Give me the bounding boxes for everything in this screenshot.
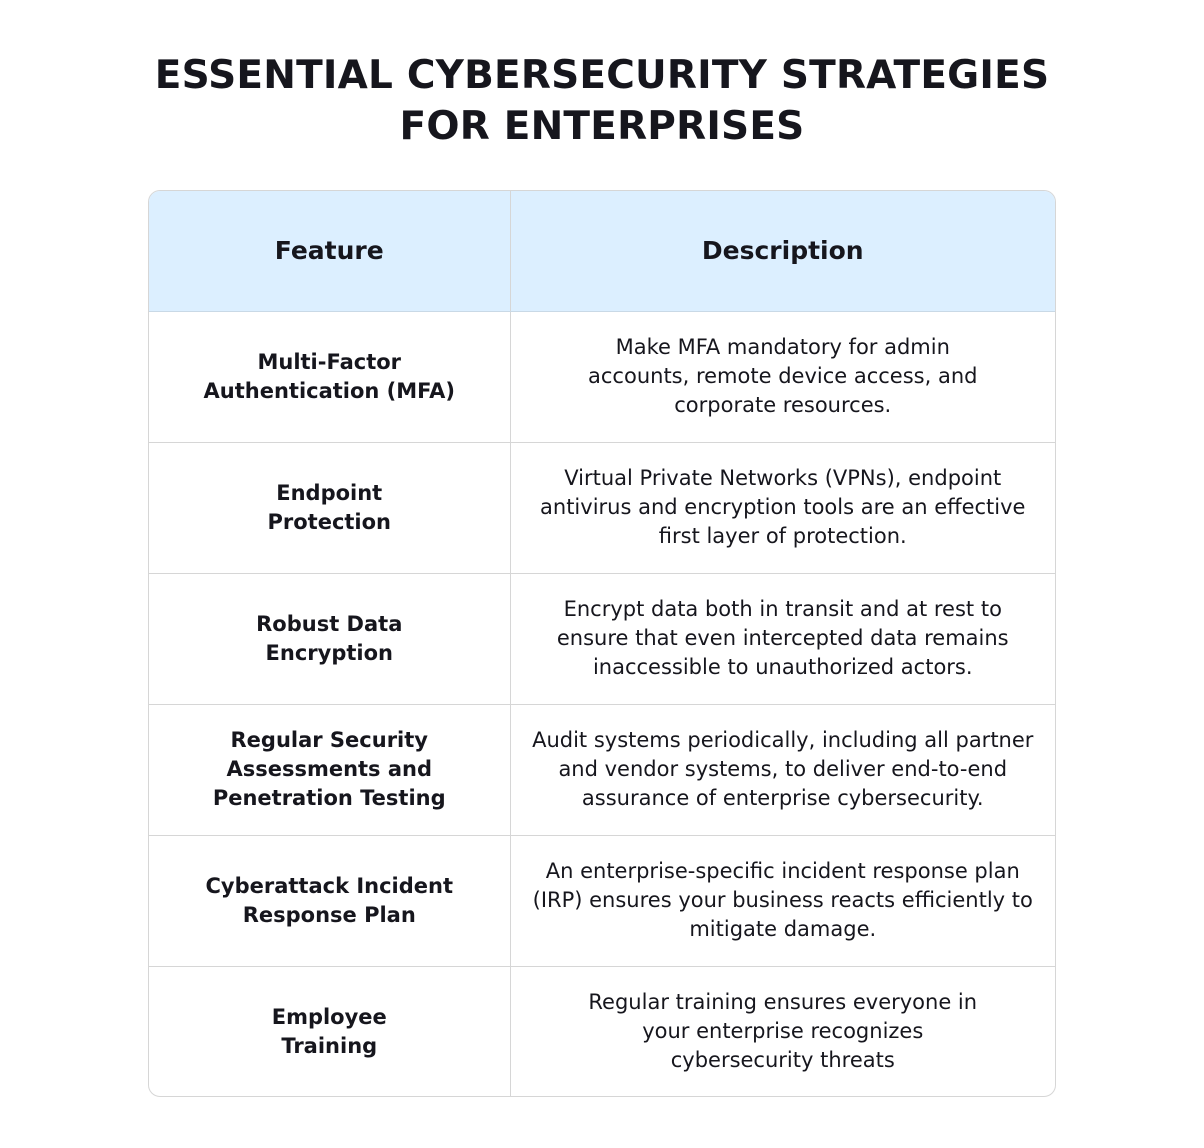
feature-label: Robust Data Encryption [256, 611, 403, 665]
description-cell [510, 835, 1055, 966]
feature-label: Regular Security Assessments and Penetration Testing [212, 728, 446, 810]
table-row [149, 442, 1055, 573]
description-cell [510, 442, 1055, 573]
description-cell [510, 311, 1055, 442]
feature-cell [149, 311, 510, 442]
table-header-row [149, 191, 1055, 311]
feature-label: Endpoint Protection [267, 480, 392, 534]
description-cell [510, 966, 1055, 1097]
description-text: Audit systems periodically, including all partner and vendor systems, to deliver end-to-end assurance of enterprise cybersecurity. [532, 728, 1034, 810]
strategies-table [148, 190, 1056, 1097]
table-row [149, 704, 1055, 835]
table-row [149, 573, 1055, 704]
page-title [0, 50, 1204, 152]
description-text: Regular training ensures everyone in your enterprise recognizes cybersecurity threats [588, 990, 978, 1073]
header-description: Description [510, 191, 1055, 311]
feature-cell [149, 704, 510, 835]
header-feature: Feature [149, 191, 510, 311]
description-cell [510, 573, 1055, 704]
feature-cell [149, 835, 510, 966]
description-text: An enterprise-specific incident response plan (IRP) ensures your business reacts efficiently to mitigate damage. [532, 859, 1033, 941]
feature-label: Cyberattack Incident Response Plan [205, 873, 454, 927]
feature-cell [149, 573, 510, 704]
table-row [149, 966, 1055, 1097]
description-cell [510, 704, 1055, 835]
table-row [149, 835, 1055, 966]
feature-label: Multi-Factor Authentication (MFA) [203, 349, 455, 403]
page-title-line-2: FOR ENTERPRISES [399, 104, 805, 149]
description-text: Encrypt data both in transit and at rest to ensure that even intercepted data remains inaccessible to unauthorized actors. [556, 597, 1009, 679]
table-row [149, 311, 1055, 442]
feature-label: Employee Training [271, 1004, 387, 1058]
description-text: Virtual Private Networks (VPNs), endpoint antivirus and encryption tools are an effective first layer of protection. [540, 466, 1026, 548]
page-title-line-1: ESSENTIAL CYBERSECURITY STRATEGIES [154, 53, 1050, 98]
feature-cell [149, 442, 510, 573]
feature-cell [149, 966, 510, 1097]
description-text: Make MFA mandatory for admin accounts, remote device access, and corporate resources. [588, 335, 978, 417]
